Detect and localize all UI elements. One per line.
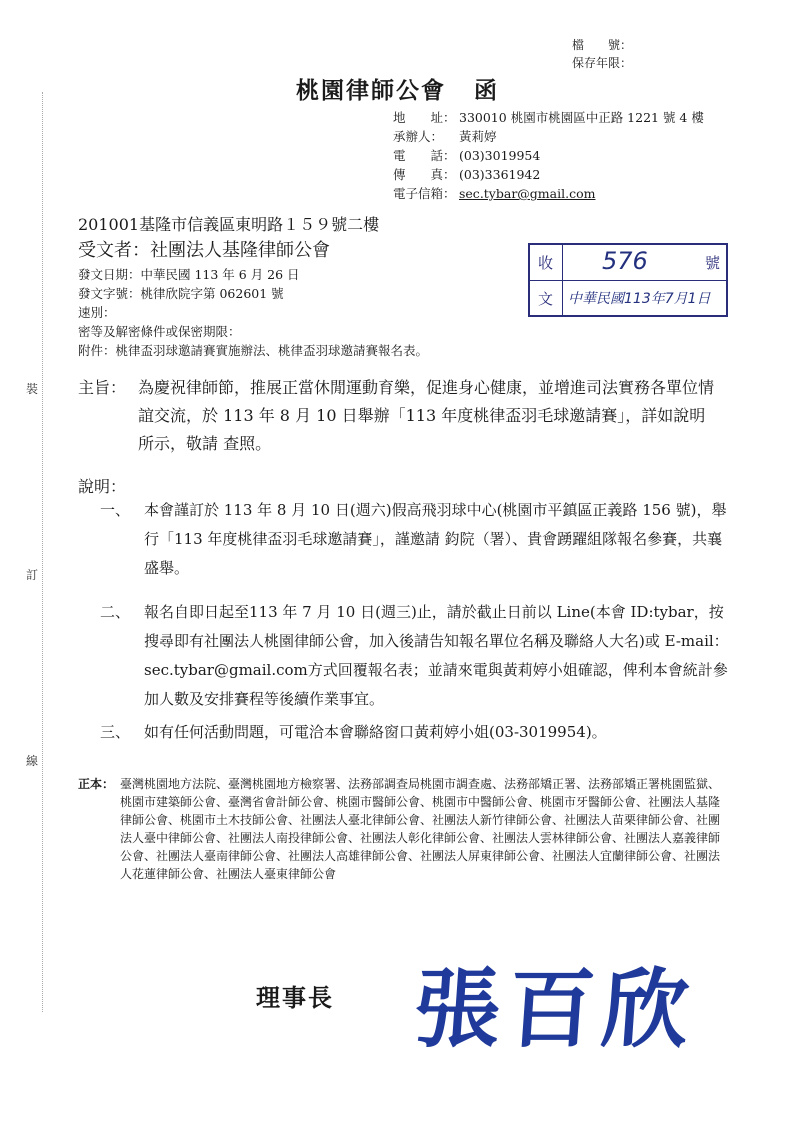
subject-label: 主旨： [78,378,127,397]
stamp-recv-char: 收 [538,254,554,272]
phone-number: (03)3019954 [459,148,541,163]
document-meta [78,265,428,360]
stamp-doc-char: 文 [538,290,554,308]
cc-label: 正本： [78,777,115,791]
phone-label: 電 話： [393,148,456,163]
description-item-2 [100,598,730,714]
item-text: 如有任何活動問題，可電洽本會聯絡窗口黃莉婷小姐(03-3019954)。 [144,723,607,741]
issue-date: 發文日期：中華民國 113 年 6 月 26 日 [78,267,300,282]
attachments: 附件：桃律盃羽球邀請賽實施辦法、桃律盃羽球邀請賽報名表。 [78,343,429,358]
stamp-received-date: 中華民國113年7月1日 [568,291,711,307]
email-link[interactable]: sec.tybar@gmail.com [459,186,596,201]
sender-contact [393,108,704,203]
original-recipients [78,775,728,883]
doc-type: 函 [474,77,499,104]
binding-mark-2: 訂 [26,568,39,582]
fax-label: 傳 真： [393,167,456,182]
email-label: 電子信箱： [393,186,456,201]
item-text: 本會謹訂於 113 年 8 月 10 日(週六)假高飛羽球中心(桃園市平鎮區正義路 156 號)，舉行「113 年度桃律盃羽毛球邀請賽」，謹邀請 鈞院（署）、貴會踴躍組隊報名參賽，共襄盛舉。 [144,501,727,577]
subject-text: 為慶祝律師節，推展正當休閒運動育樂，促進身心健康，並增進司法實務各單位情誼交流，於 113 年 8 月 10 日舉辦「113 年度桃律盃羽毛球邀請賽」，詳如說明所示，敬請 查照。 [138,378,715,453]
item-number: 一、 [100,501,131,519]
recipient-address: 201001基隆市信義區東明路１５９號二樓 [78,215,380,234]
item-text: 報名自即日起至113 年 7 月 10 日(週三)止，請於截止日前以 Line(本會 ID:tybar，按搜尋即有社團法人桃園律師公會，加入後請告知報名單位名稱及聯絡人大名)或 E-mail：sec.tybar@gmail.com方式回覆報名表；並請來電與黃莉婷小姐確認，俾利本會統計參加人數及安排賽程等後續作業事宜。 [144,603,729,708]
cc-list: 臺灣桃園地方法院、臺灣桃園地方檢察署、法務部調查局桃園市調查處、法務部矯正署、法務部矯正署桃園監獄、桃園市建築師公會、臺灣省會計師公會、桃園市醫師公會、桃園市中醫師公會、桃園市牙醫師公會、社團法人基隆律師公會、桃園市土木技師公會、社團法人臺北律師公會、社團法人新竹律師公會、社團法人苗栗律師公會、社團法人臺中律師公會、社團法人南投律師公會、社團法人彰化律師公會、社團法人雲林律師公會、社團法人嘉義律師公會、社團法人臺南律師公會、社團法人高雄律師公會、社團法人屏東律師公會、社團法人宜蘭律師公會、社團法人花蓮律師公會、社團法人臺東律師公會 [120,777,721,881]
item-number: 三、 [100,723,131,741]
address-label: 地 址： [393,110,456,125]
description-item-1 [100,496,730,583]
org-name: 桃園律師公會 [296,77,446,104]
file-info [572,36,632,72]
receipt-stamp [528,243,728,317]
handler-name: 黃莉婷 [459,129,497,144]
file-number-label: 檔 號： [571,38,632,52]
chairman-title: 理事長 [256,983,334,1012]
recipient-label: 受文者： [78,240,150,261]
description-label: 說明： [78,477,127,496]
fax-number: (03)3361942 [459,167,541,182]
binding-line [42,92,43,1012]
binding-mark-3: 線 [26,754,39,768]
item-number: 二、 [100,603,131,621]
subject [78,374,718,458]
signature-seal: 張百欣 [410,959,701,1060]
document-title [296,72,499,105]
doc-number: 發文字號：桃律欣院字第 062601 號 [78,286,284,301]
stamp-number: 576 [602,247,648,275]
recipient [78,236,330,262]
description-item-3 [100,718,730,747]
secrecy-class: 密等及解密條件或保密期限： [78,324,241,339]
handler-label: 承辦人： [393,129,444,144]
recipient-name: 社團法人基隆律師公會 [150,240,330,261]
sender-address: 330010 桃園市桃園區中正路 1221 號 4 樓 [459,110,704,125]
speed-class: 速別： [78,305,116,320]
retention-label: 保存年限： [571,56,632,70]
binding-mark-1: 裝 [26,382,39,396]
stamp-number-suffix: 號 [704,254,720,272]
